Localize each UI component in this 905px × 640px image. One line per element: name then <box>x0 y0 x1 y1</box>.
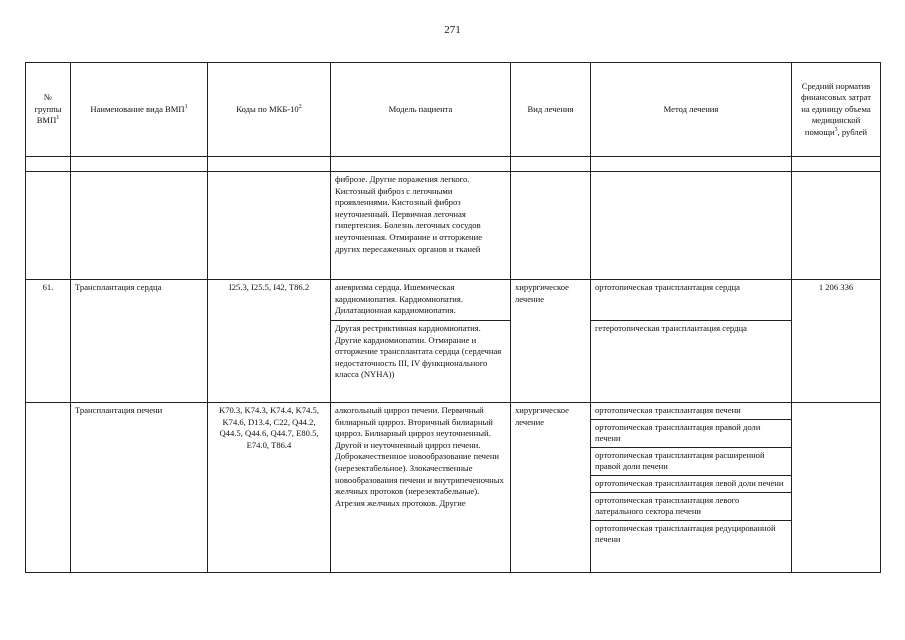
icd-codes: K70.3, K74.3, K74.4, K74.5, K74.6, D13.4, C22, Q44.2, Q44.5, Q44.6, Q44.7, E80.5, E74.0, T86.4 <box>208 403 331 573</box>
vmp-name: Трансплантация печени <box>71 403 208 573</box>
header-cost: Средний норматив финансовых затрат на единицу объема медицинской помощи$^3$, рублей <box>792 63 881 157</box>
header-codes: Коды по МКБ-$10^2$ <box>208 63 331 157</box>
header-group: № группы ВМП$^1$ <box>26 63 71 157</box>
vmp-table <box>25 62 881 573</box>
cost-cell: 1 206 336 <box>792 280 881 403</box>
table-row <box>26 403 881 573</box>
treatment-cell: хирургическое лечение <box>511 403 591 573</box>
model-cell: Другая рестриктивная кардиомиопатия. Другие кардиомиопатии. Отмирание и отторжение трансплантата сердца (сердечная недостаточность III, IV функционального класса (NYHA)) <box>331 321 511 403</box>
header-row <box>26 63 881 157</box>
method-item: ортотопическая трансплантация левого латерального сектора печени <box>591 493 791 521</box>
header-method: Метод лечения <box>591 63 792 157</box>
method-cell: гетеротопическая трансплантация сердца <box>591 321 792 403</box>
header-model: Модель пациента <box>331 63 511 157</box>
header-treatment: Вид лечения <box>511 63 591 157</box>
method-cell: ортотопическая трансплантация сердца <box>591 280 792 321</box>
method-item: ортотопическая трансплантация правой доли печени <box>591 420 791 448</box>
model-cell: фиброзе. Другие поражения легкого. Кистозный фиброз с легочными проявлениями. Кистозный фиброз неуточненный. Первичная легочная гипертензия. Болезнь легочных сосудов неуточненная. Отмирание и отторжение других пересаженных органов и тканей <box>331 172 511 280</box>
method-item: ортотопическая трансплантация левой доли печени <box>591 476 791 493</box>
spacer-row <box>26 157 881 172</box>
treatment-cell: хирургическое лечение <box>511 280 591 403</box>
model-cell: алкогольный цирроз печени. Первичный билиарный цирроз. Вторичный билиарный цирроз. Билиарный цирроз неуточненный. Другой и неуточненный цирроз печени. Доброкачественное новообразование печени (нерезектабельное). Злокачественные новообразования печени и внутрипеченочных желчных протоков (нерезектабельные). Атрезия желчных протоков. Другие <box>331 403 511 573</box>
icd-codes: I25.3, I25.5, I42, T86.2 <box>208 280 331 403</box>
page-number: 271 <box>444 24 461 36</box>
method-item: ортотопическая трансплантация расширенной правой доли печени <box>591 448 791 476</box>
table-row <box>26 280 881 321</box>
header-name: Наименование вида ВМП$^1$ <box>71 63 208 157</box>
group-number: 61. <box>26 280 71 403</box>
method-item: ортотопическая трансплантация печени <box>591 403 791 420</box>
method-item: ортотопическая трансплантация редуцированной печени <box>595 522 776 545</box>
table-row <box>26 172 881 280</box>
method-list <box>591 403 792 573</box>
model-cell: аневризма сердца. Ишемическая кардиомиопатия. Кардиомиопатия. Дилатационная кардиомиопатия. <box>331 280 511 321</box>
vmp-name: Трансплантация сердца <box>71 280 208 403</box>
